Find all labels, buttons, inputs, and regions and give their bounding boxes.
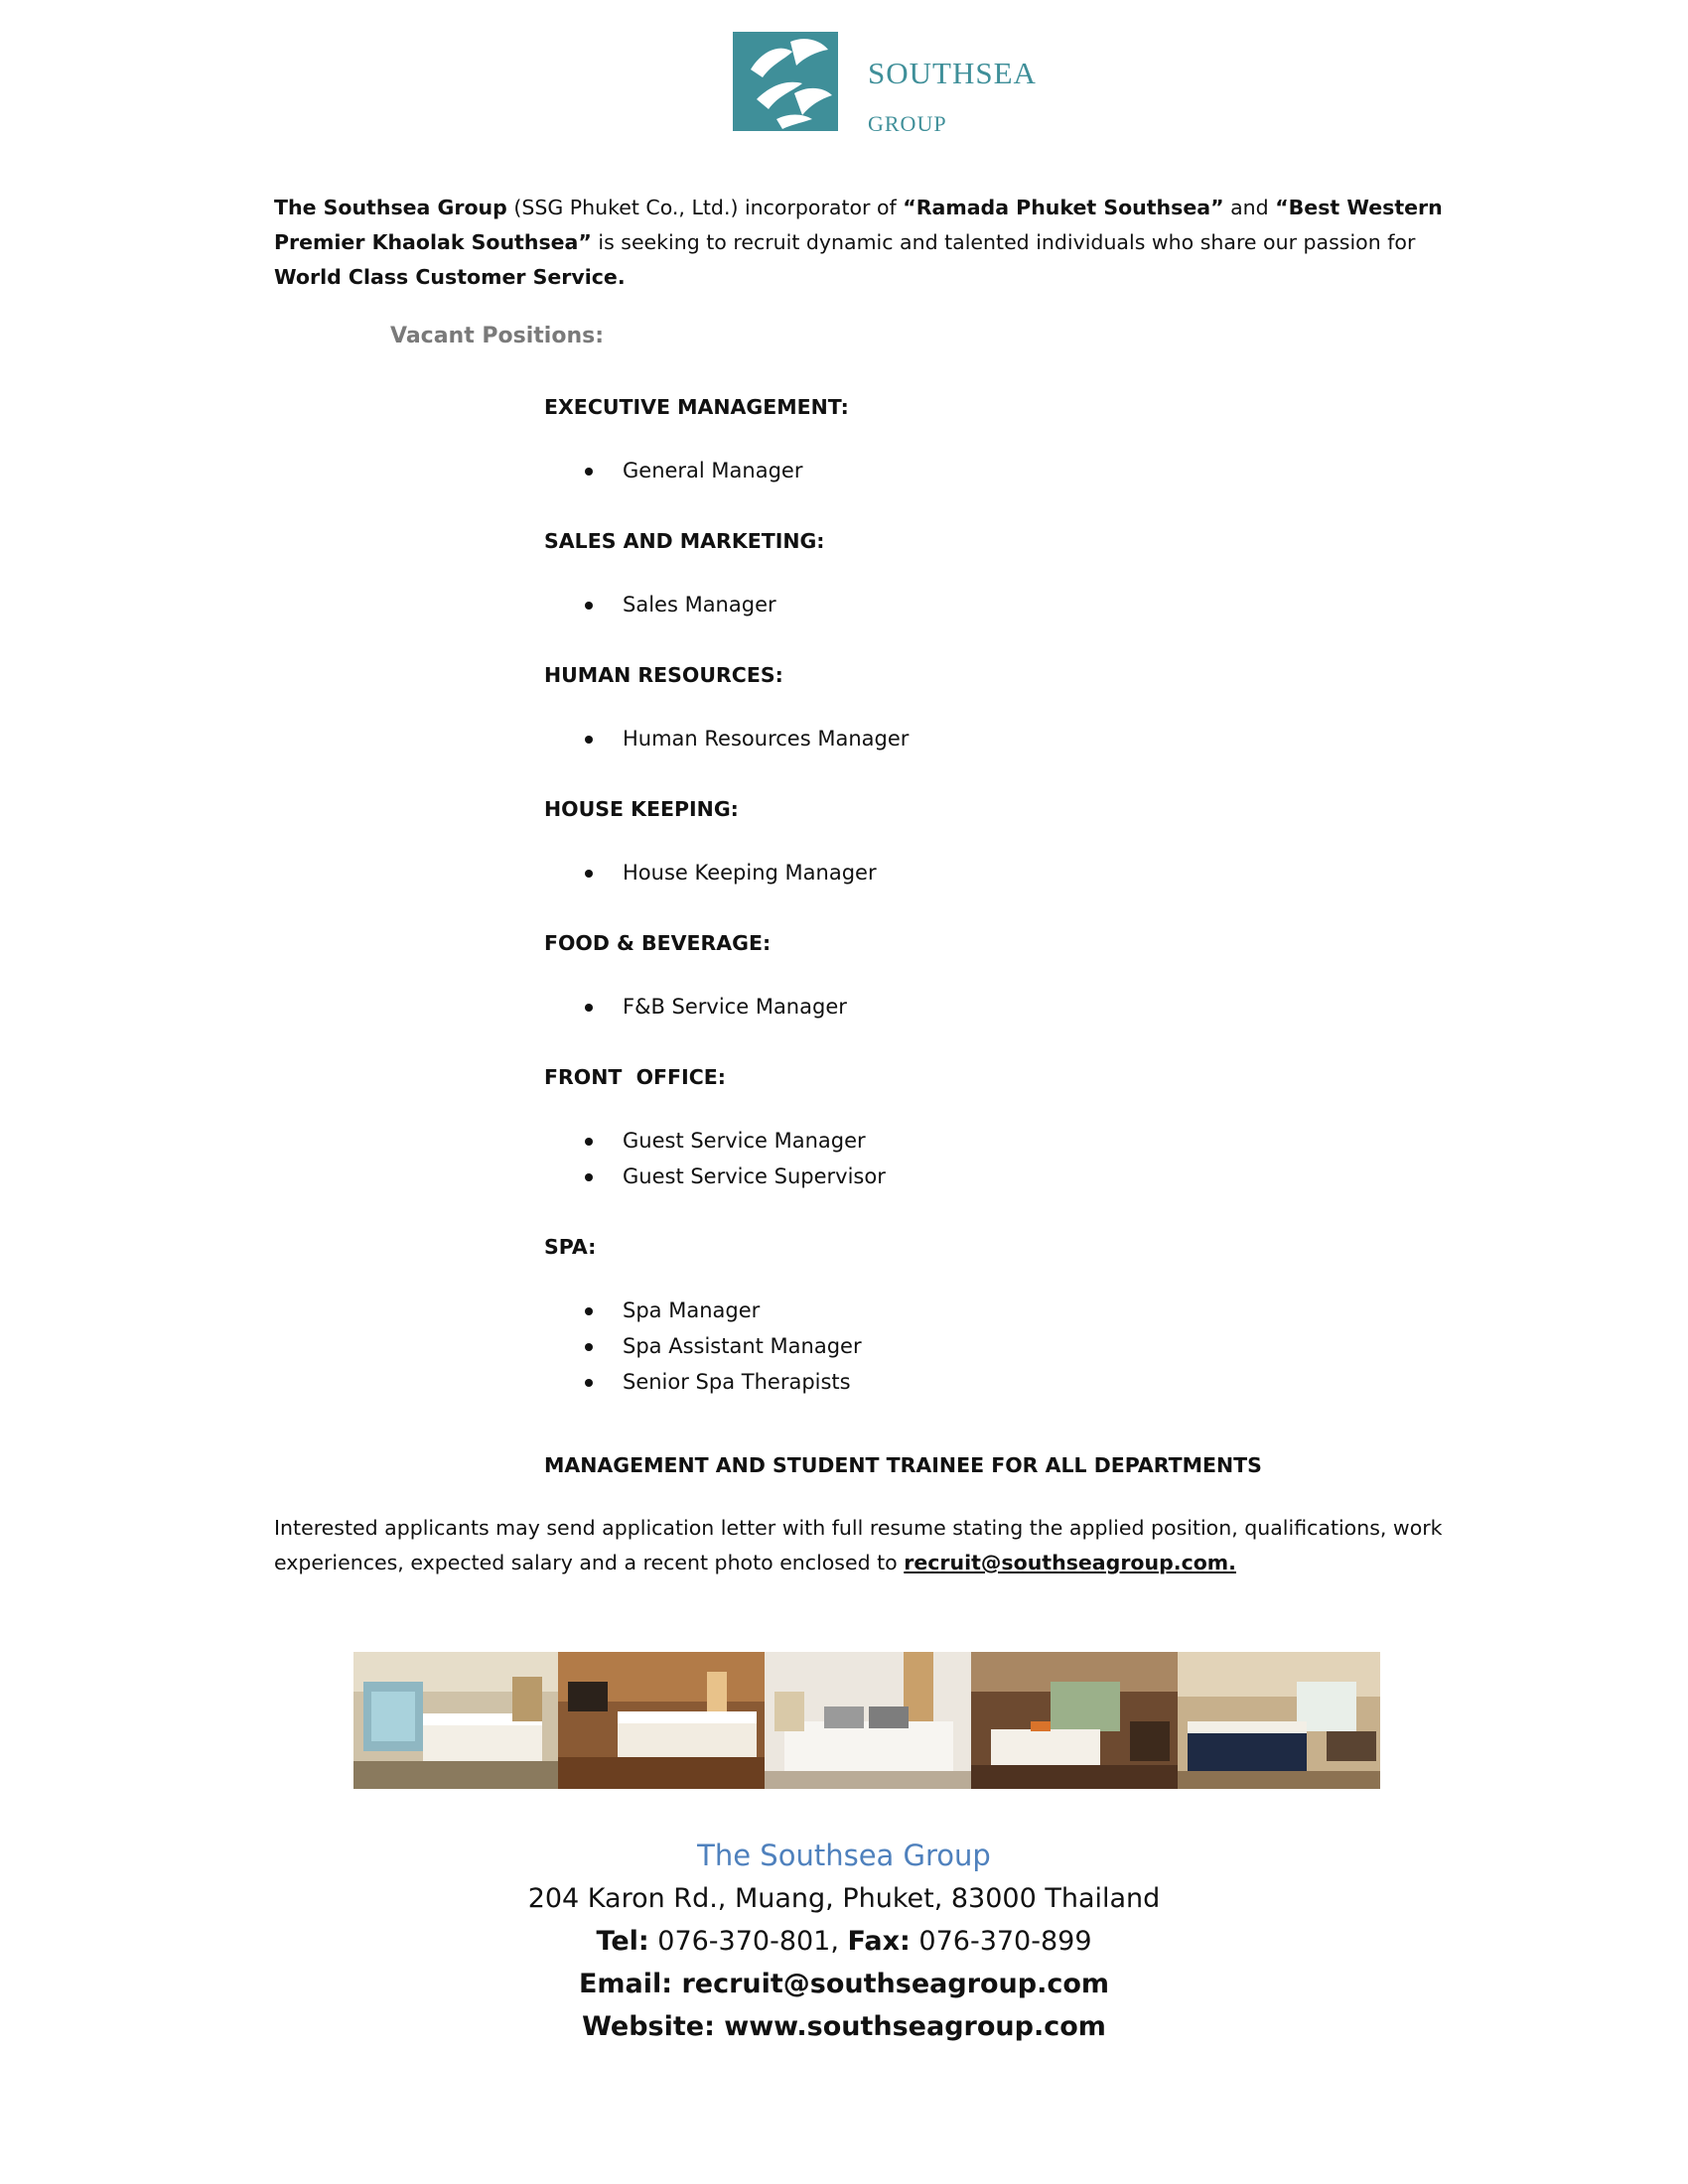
position-item: Spa Assistant Manager: [544, 1328, 1358, 1364]
department-executive: [544, 390, 1358, 488]
position-list: [544, 989, 1358, 1024]
department-title: SALES AND MARKETING:: [544, 529, 825, 553]
bullet-icon: [585, 1173, 593, 1181]
department-sales: [544, 524, 1358, 622]
department-hr: [544, 658, 1358, 756]
footer-email-text: Email: recruit@southseagroup.com: [578, 1969, 1110, 1999]
bullet-icon: [585, 1343, 593, 1351]
bullet-icon: [585, 736, 593, 744]
hotel-photo-strip: [353, 1652, 1380, 1789]
hotel-room-photo-1: [353, 1652, 558, 1789]
tel-number: 076-370-801,: [648, 1926, 848, 1957]
hotel-room-photo-3: [765, 1652, 971, 1789]
intro-service: World Class Customer Service.: [274, 265, 626, 289]
footer-address: 204 Karon Rd., Muang, Phuket, 83000 Thailand: [527, 1883, 1161, 1914]
trainee-heading: MANAGEMENT AND STUDENT TRAINEE FOR ALL DEPARTMENTS: [544, 1453, 1262, 1477]
intro-text-1: (SSG Phuket Co., Ltd.) incorporator of: [506, 196, 904, 219]
position-list: [544, 721, 1358, 756]
intro-company-name: The Southsea Group: [274, 196, 507, 219]
hotel-room-photo-4: [971, 1652, 1178, 1789]
department-spa: [544, 1230, 1358, 1400]
hotel-room-photo-5: [1178, 1652, 1380, 1789]
department-title: HUMAN RESOURCES:: [544, 663, 783, 687]
bullet-icon: [585, 870, 593, 878]
department-title: SPA:: [544, 1235, 597, 1259]
contact-footer: [447, 1835, 1241, 2048]
fax-number: 076-370-899: [910, 1926, 1092, 1957]
bullet-icon: [585, 468, 593, 476]
department-title: EXECUTIVE MANAGEMENT:: [544, 395, 849, 419]
footer-website: [447, 2005, 1241, 2048]
hotel-room-photo-2: [558, 1652, 765, 1789]
apply-paragraph: [274, 1511, 1446, 1580]
intro-text-2: and: [1223, 196, 1276, 219]
southsea-logo-mark-icon: [733, 30, 842, 133]
bullet-icon: [585, 1138, 593, 1146]
apply-text: Interested applicants may send application letter with full resume stating the applied position, qualifications, work experiences, expected salary and a recent photo enclosed to: [274, 1516, 1443, 1574]
position-list: [544, 855, 1358, 890]
position-item: General Manager: [544, 453, 1358, 488]
position-list: [544, 587, 1358, 622]
tel-label: Tel:: [596, 1926, 649, 1957]
position-item: House Keeping Manager: [544, 855, 1358, 890]
footer-phone-fax: [447, 1920, 1241, 1963]
department-title: HOUSE KEEPING:: [544, 797, 739, 821]
bullet-icon: [585, 1379, 593, 1387]
department-title: FOOD & BEVERAGE:: [544, 931, 772, 955]
southsea-logo: [733, 30, 1041, 139]
intro-hotel-2: “Best Western Premier Khaolak Southsea”: [274, 196, 1443, 254]
bullet-icon: [585, 1004, 593, 1012]
position-item: Guest Service Supervisor: [544, 1159, 1358, 1194]
footer-website-text: Website: www.southseagroup.com: [582, 2011, 1106, 2042]
bullet-icon: [585, 1307, 593, 1315]
department-housekeeping: [544, 792, 1358, 890]
position-item: Sales Manager: [544, 587, 1358, 622]
position-list: [544, 1123, 1358, 1194]
intro-text-3: is seeking to recruit dynamic and talented individuals who share our passion for: [591, 230, 1416, 254]
intro-paragraph: [274, 191, 1446, 295]
logo-word-southsea: SOUTHSEA: [868, 56, 1037, 90]
department-front-office: [544, 1060, 1358, 1194]
vacant-positions-heading: Vacant Positions:: [390, 324, 604, 348]
apply-email-link[interactable]: recruit@southseagroup.com.: [904, 1551, 1236, 1574]
fax-label: Fax:: [847, 1926, 911, 1957]
position-list: [544, 453, 1358, 488]
department-fnb: [544, 926, 1358, 1024]
footer-company-name: The Southsea Group: [697, 1839, 991, 1872]
department-title: FRONT OFFICE:: [544, 1065, 726, 1089]
intro-hotel-1: “Ramada Phuket Southsea”: [903, 196, 1224, 219]
positions-list: [544, 390, 1358, 1435]
position-item: Human Resources Manager: [544, 721, 1358, 756]
position-item: Guest Service Manager: [544, 1123, 1358, 1159]
bullet-icon: [585, 602, 593, 610]
position-list: [544, 1293, 1358, 1400]
logo-word-group: GROUP: [868, 111, 947, 136]
footer-email: [447, 1963, 1241, 2005]
position-item: F&B Service Manager: [544, 989, 1358, 1024]
position-item: Spa Manager: [544, 1293, 1358, 1328]
position-item: Senior Spa Therapists: [544, 1364, 1358, 1400]
